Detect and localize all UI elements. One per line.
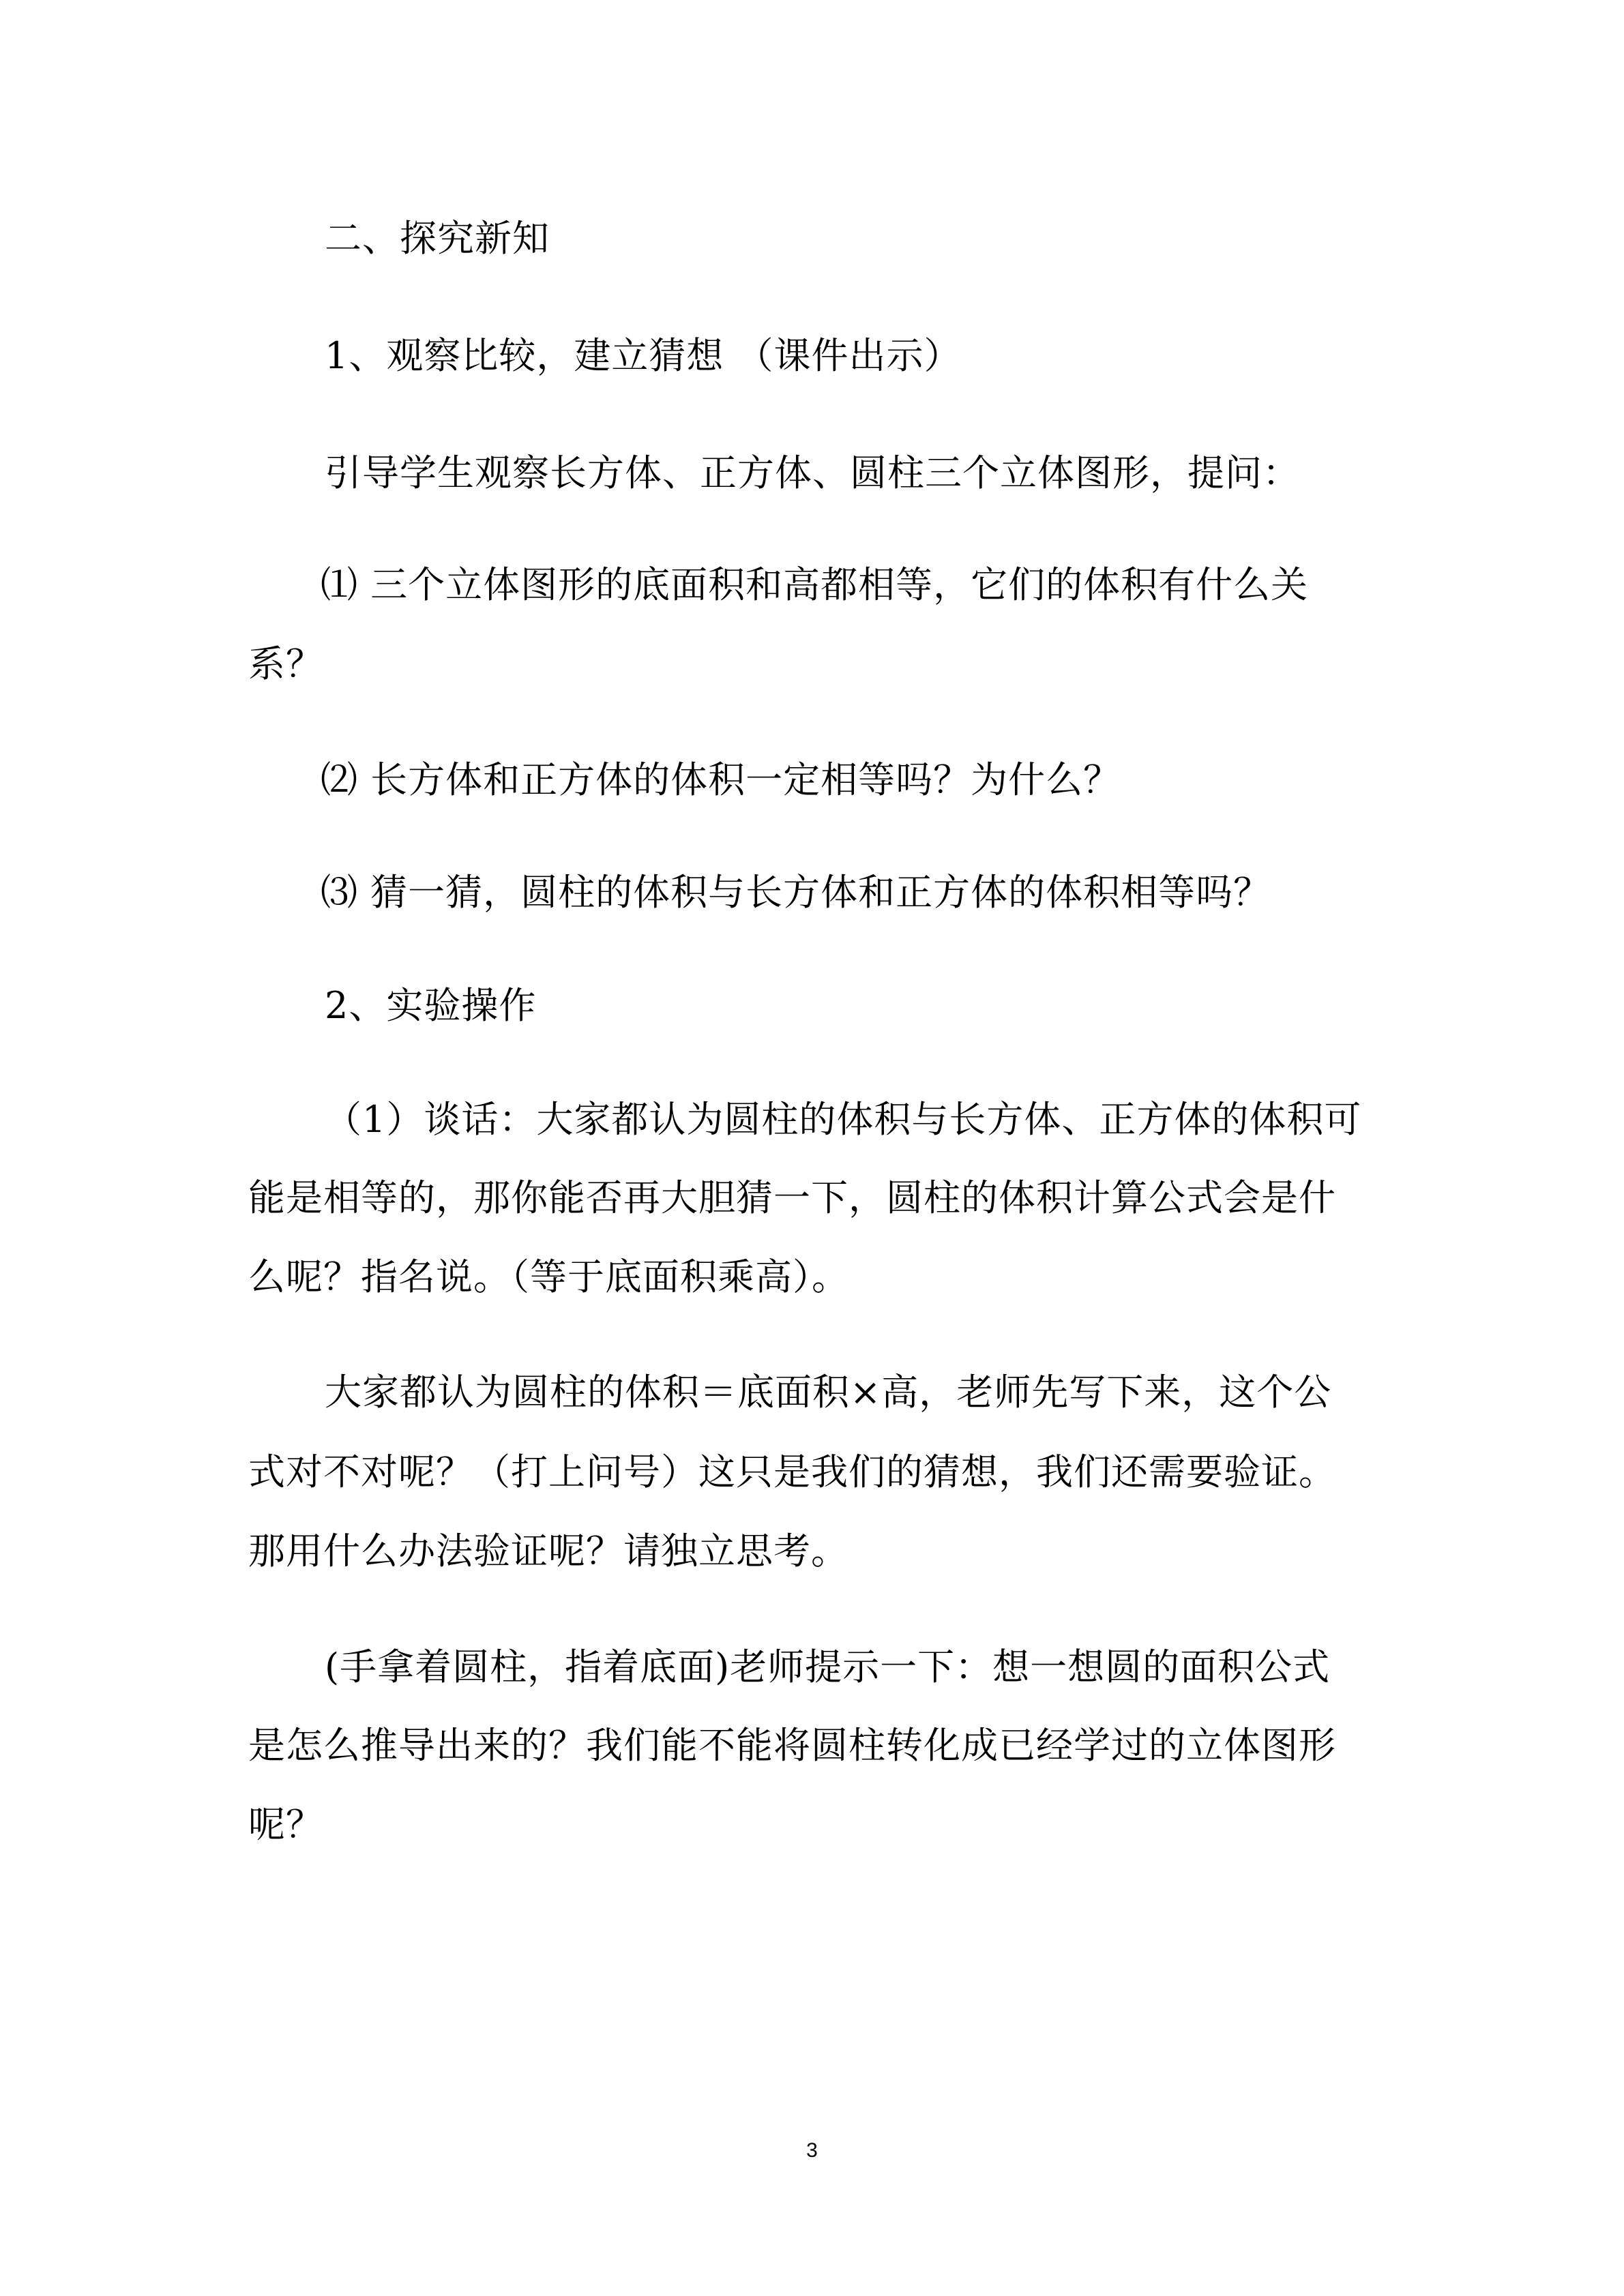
page-number: 3 xyxy=(806,2139,818,2162)
question-1-line2: 系？ xyxy=(248,642,323,685)
question-2: ⑵ 长方体和正方体的体积一定相等吗？为什么？ xyxy=(321,758,1121,801)
paragraph-1-line2: 能是相等的，那你能否再大胆猜一下，圆柱的体积计算公式会是什 xyxy=(248,1176,1336,1219)
paragraph-1-line3: 么呢？指名说。（等于底面积乘高）。 xyxy=(248,1255,849,1298)
paragraph-2-line3: 那用什么办法验证呢？请独立思考。 xyxy=(248,1530,848,1572)
step1-heading: 1、观察比较，建立猜想 （课件出示） xyxy=(325,334,962,377)
paragraph-2-line2: 式对不对呢？（打上问号）这只是我们的猜想，我们还需要验证。 xyxy=(248,1450,1336,1493)
section-heading: 二、探究新知 xyxy=(325,217,550,260)
paragraph-2-line1: 大家都认为圆柱的体积＝底面积×高，老师先写下来，这个公 xyxy=(325,1371,1332,1414)
paragraph-3-line1: (手拿着圆柱，指着底面)老师提示一下：想一想圆的面积公式 xyxy=(325,1645,1331,1688)
question-1-line1: ⑴ 三个立体图形的底面积和高都相等，它们的体积有什么关 xyxy=(321,563,1309,606)
paragraph-1-line1: （1）谈话：大家都认为圆柱的体积与长方体、正方体的体积可 xyxy=(325,1098,1362,1141)
question-3: ⑶ 猜一猜，圆柱的体积与长方体和正方体的体积相等吗？ xyxy=(321,871,1271,914)
paragraph-3-line2: 是怎么推导出来的？我们能不能将圆柱转化成已经学过的立体图形 xyxy=(248,1724,1336,1767)
step1-intro: 引导学生观察长方体、正方体、圆柱三个立体图形，提问： xyxy=(325,451,1300,494)
paragraph-3-line3: 呢？ xyxy=(248,1803,323,1846)
step2-heading: 2、实验操作 xyxy=(325,984,537,1027)
